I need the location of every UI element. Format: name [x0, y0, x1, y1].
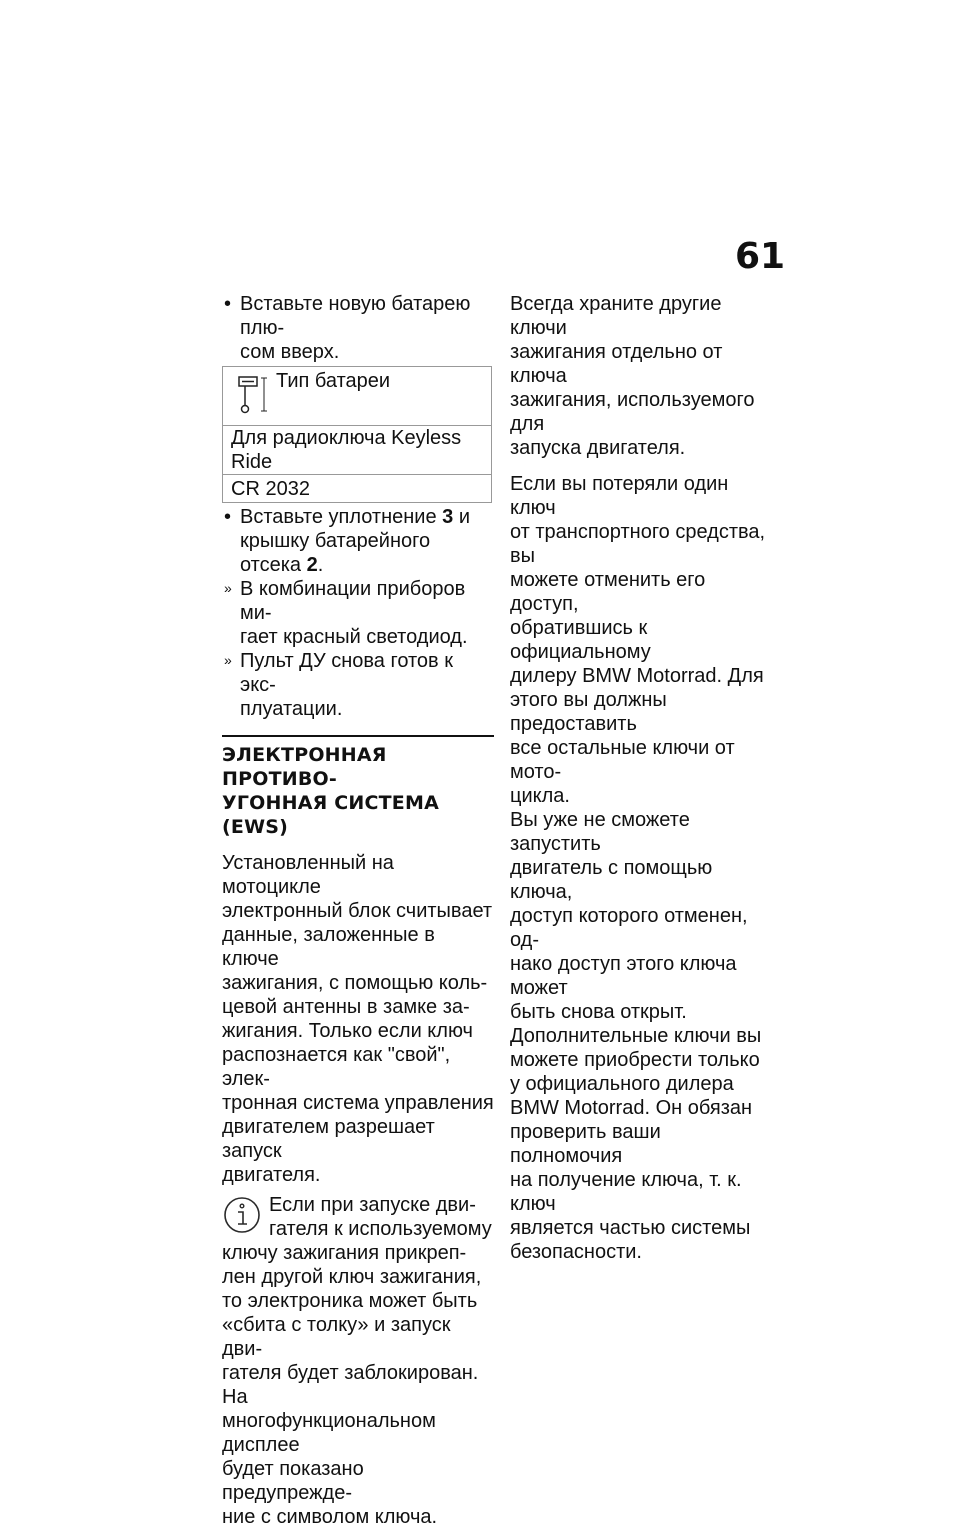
text-line: все остальные ключи от мото- [510, 737, 735, 783]
text-line: то электроника может быть [222, 1290, 478, 1312]
text-line: Вставьте уплотнение [240, 506, 437, 528]
text-line: двигателя. [222, 1164, 321, 1186]
battery-dimension-icon [237, 375, 271, 415]
battery-type-label: Тип батареи [276, 370, 391, 392]
text-line: доступ которого отменен, од- [510, 905, 748, 951]
text-line: можете отменить его доступ, [510, 569, 706, 615]
text-line: данные, заложенные в ключе [222, 924, 435, 970]
text-line: Вы уже не сможете запустить [510, 809, 690, 855]
text-line: гателя к используемому [269, 1218, 492, 1240]
text-line: дилеру BMW Motorrad. Для [510, 665, 764, 687]
text-line: Вставьте новую батарею плю- [240, 293, 471, 339]
text-line: ключу зажигания прикреп- [222, 1242, 467, 1264]
ref-number-3: 3 [442, 506, 454, 528]
ews-description [222, 851, 494, 1187]
text-line: ЭЛЕКТРОННАЯ ПРОТИВО- [222, 744, 387, 790]
text-line: быть снова открыт. [510, 1001, 687, 1023]
text-line: двигателем разрешает запуск [222, 1116, 435, 1162]
text-line: распознается как "свой", элек- [222, 1044, 451, 1090]
right-column [510, 292, 778, 1264]
battery-table-header [223, 367, 492, 426]
page-number: 61 [735, 236, 786, 277]
text-line: «сбита с толку» и запуск дви- [222, 1314, 451, 1360]
text-line: Всегда храните другие ключи [510, 293, 722, 339]
text-line: является частью системы [510, 1217, 751, 1239]
text-line: ние с символом ключа. [222, 1506, 438, 1528]
left-column [222, 292, 494, 1529]
text-line: Если вы потеряли один ключ [510, 473, 729, 519]
text-line: нако доступ этого ключа может [510, 953, 737, 999]
text-line: УГОННАЯ СИСТЕМА (EWS) [222, 792, 440, 838]
lost-key-paragraph [510, 472, 778, 808]
step-insert-battery [222, 292, 494, 364]
text-line: этого вы должны предоставить [510, 689, 667, 735]
text-line: цикла. [510, 785, 570, 807]
text-line: будет показано предупрежде- [222, 1458, 364, 1504]
text-line: плуатации. [240, 698, 343, 720]
text-line: Установленный на мотоцикле [222, 852, 394, 898]
battery-row-label: Для радиоключа Keyless Ride [223, 426, 492, 475]
section-title-ews [222, 735, 494, 839]
revoked-key-paragraph [510, 808, 778, 1024]
result-remote-ready [222, 649, 494, 721]
result-led-flash [222, 577, 494, 649]
text-line: жигания. Только если ключ [222, 1020, 473, 1042]
text-line: . [317, 554, 324, 576]
text-line: многофункциональном дисплее [222, 1410, 436, 1456]
text-line: В комбинации приборов ми- [240, 578, 466, 624]
text-line: двигатель с помощью ключа, [510, 857, 713, 903]
text-line: Дополнительные ключи вы [510, 1025, 762, 1047]
battery-row-value: CR 2032 [223, 475, 492, 503]
info-note [222, 1193, 494, 1529]
step-insert-seal [222, 505, 494, 577]
text-line: крышку батарейного отсека [240, 530, 431, 576]
text-line: зажигания, с помощью коль- [222, 972, 488, 994]
text-line: Пульт ДУ снова готов к экс- [240, 650, 453, 696]
battery-type-table [222, 366, 492, 503]
text-line: Если при запуске дви- [269, 1194, 476, 1216]
keep-keys-separately [510, 292, 778, 460]
text-line: гателя будет заблокирован. На [222, 1362, 479, 1408]
text-line: и [458, 506, 470, 528]
text-line: зажигания отдельно от ключа [510, 341, 723, 387]
text-line: обратившись к официальному [510, 617, 651, 663]
text-line: у официального дилера [510, 1073, 734, 1095]
info-icon [222, 1195, 262, 1235]
text-line: на получение ключа, т. к. ключ [510, 1169, 742, 1215]
text-line: безопасности. [510, 1241, 642, 1263]
text-line: электронный блок считывает [222, 900, 493, 922]
text-line: гает красный светодиод. [240, 626, 468, 648]
additional-keys-paragraph [510, 1024, 778, 1264]
text-line: от транспортного средства, вы [510, 521, 766, 567]
text-line: проверить ваши полномочия [510, 1121, 661, 1167]
text-line: сом вверх. [240, 341, 340, 363]
text-line: запуска двигателя. [510, 437, 686, 459]
text-line: тронная система управления [222, 1092, 494, 1114]
text-line: зажигания, используемого для [510, 389, 755, 435]
text-line: BMW Motorrad. Он обязан [510, 1097, 753, 1119]
text-line: цевой антенны в замке за- [222, 996, 470, 1018]
text-line: лен другой ключ зажигания, [222, 1266, 482, 1288]
ref-number-2: 2 [306, 554, 318, 576]
text-line: можете приобрести только [510, 1049, 760, 1071]
